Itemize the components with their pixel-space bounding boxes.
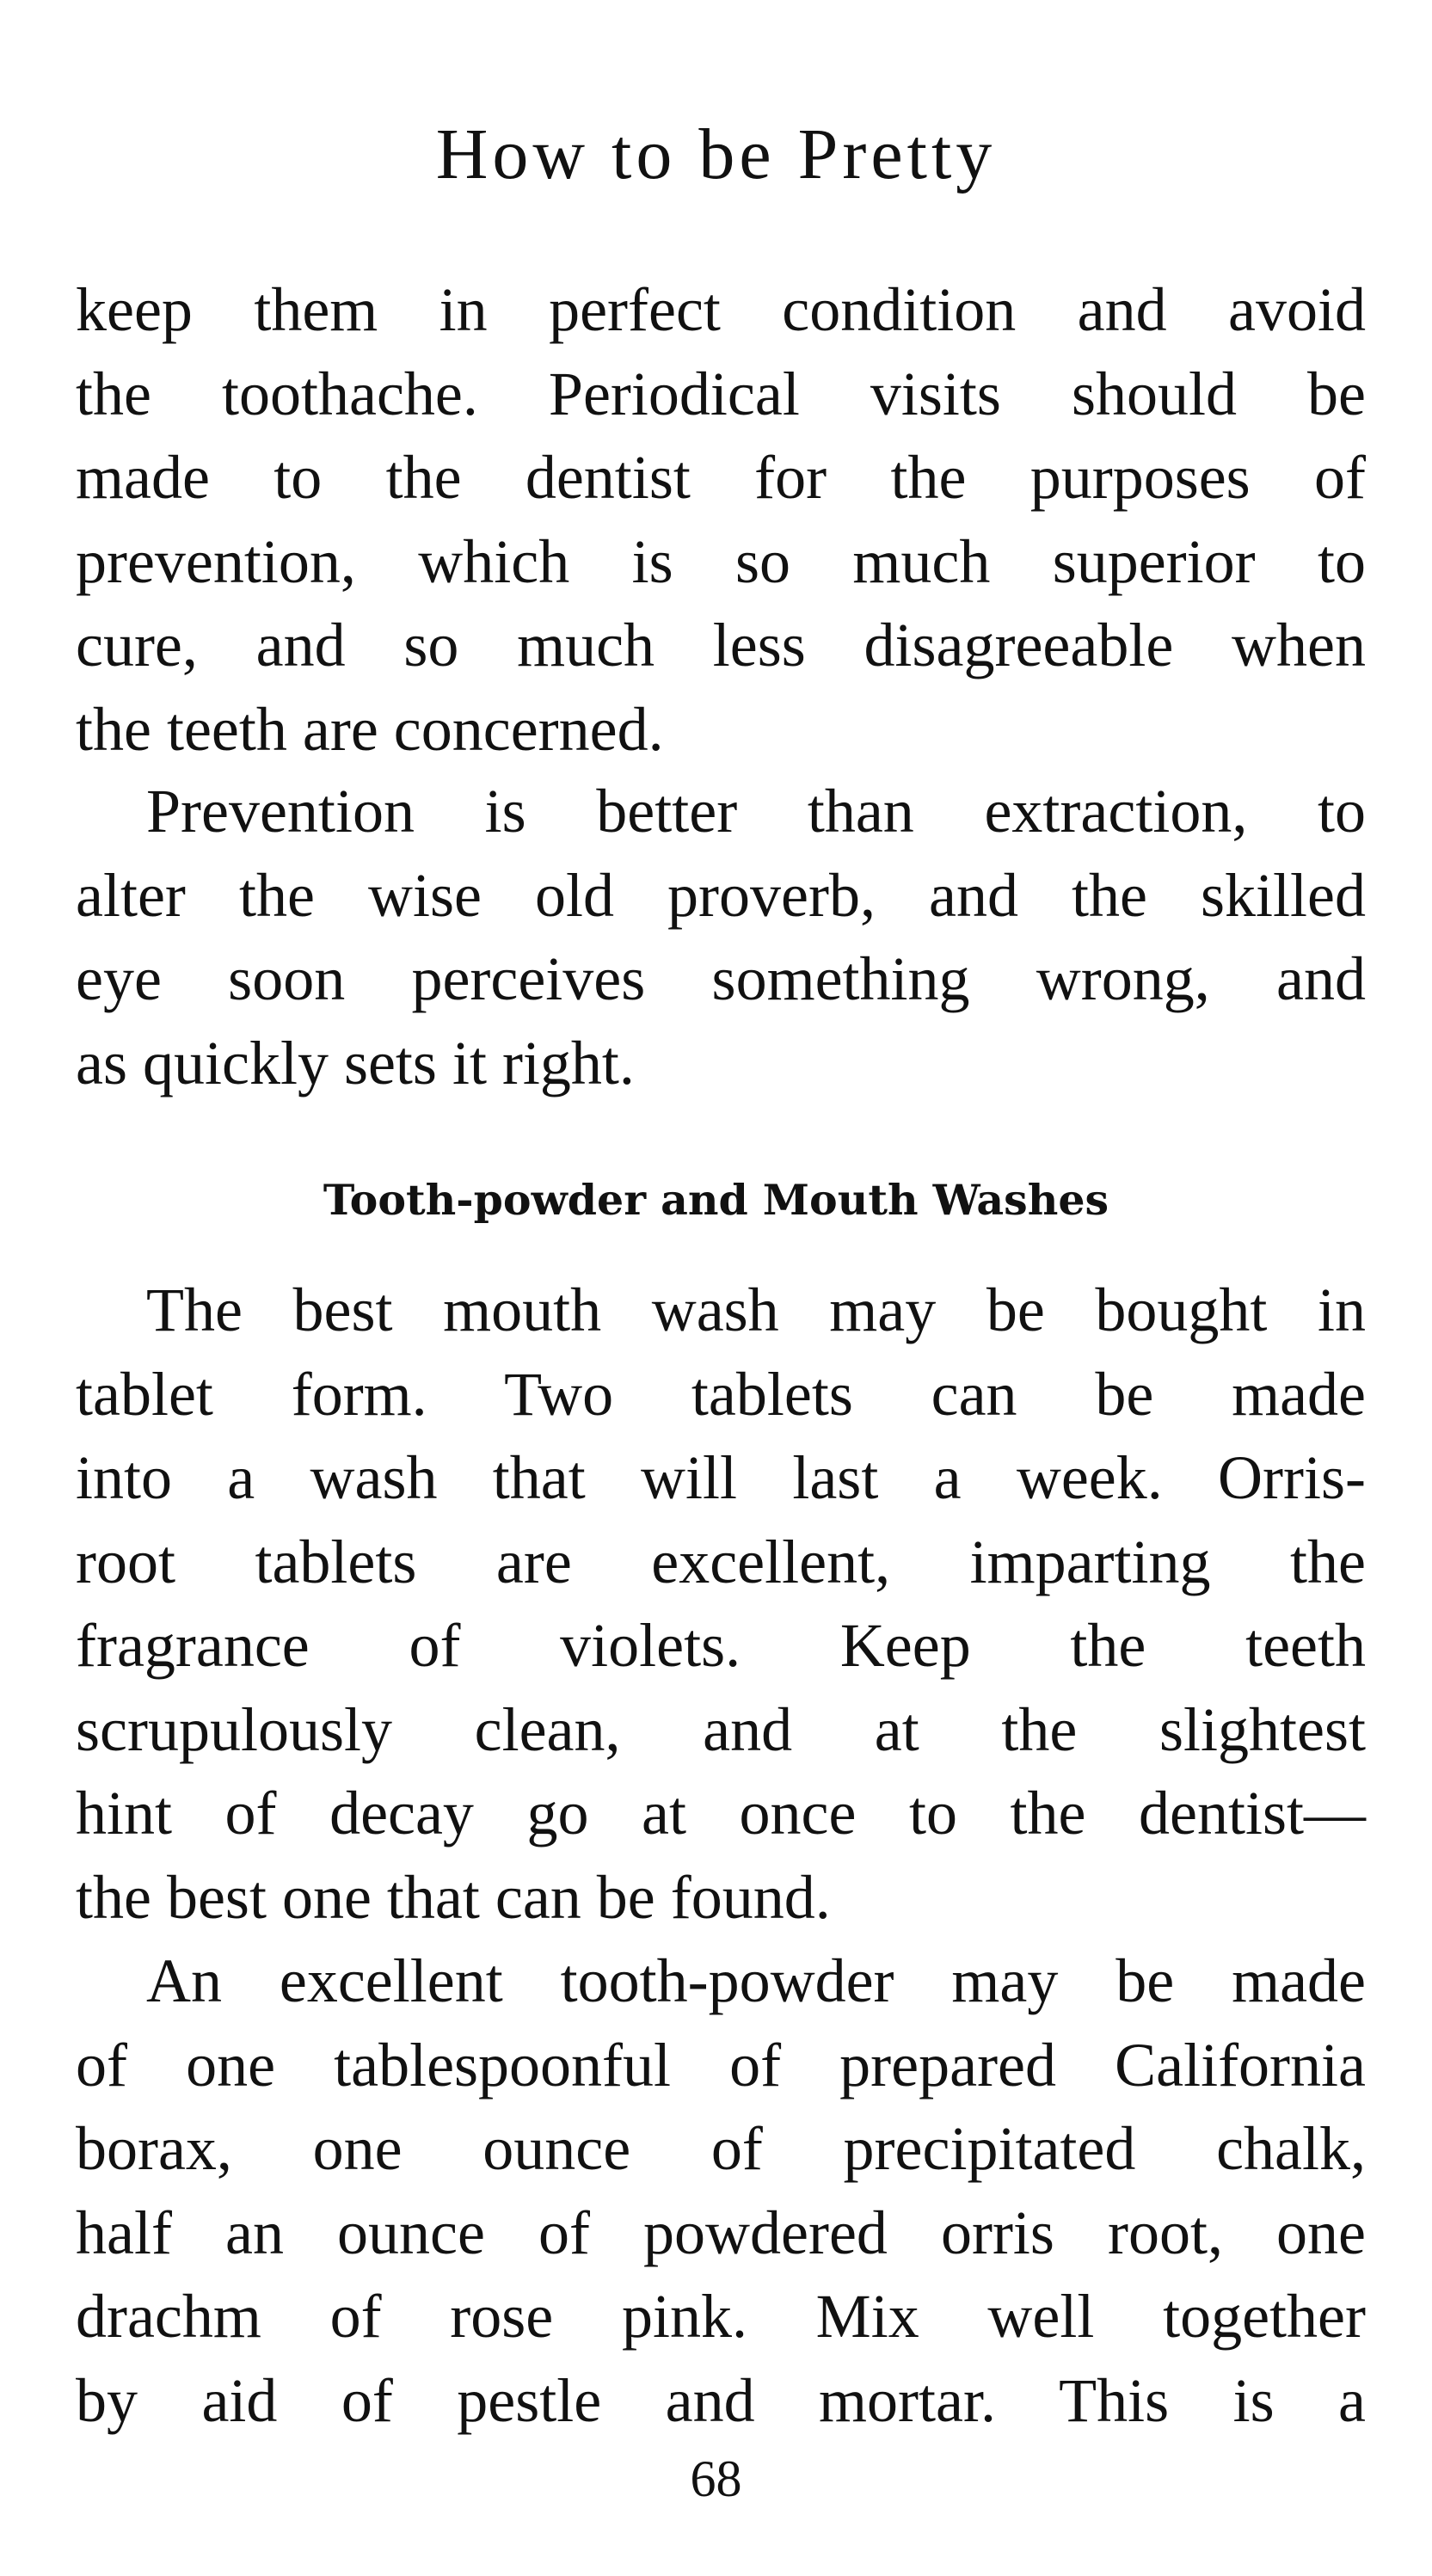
text-line: fragrance of violets. Keep the teeth <box>76 1611 1366 1680</box>
running-head: How to be Pretty <box>435 114 997 194</box>
text-line: by aid of pestle and mortar. This is a <box>76 2365 1366 2435</box>
text-line: of one tablespoonful of prepared California <box>76 2030 1366 2100</box>
text-line: keep them in perfect condition and avoid <box>76 275 1366 344</box>
text-line: alter the wise old proverb, and the skilled <box>76 860 1366 930</box>
section-heading: Tooth-powder and Mouth Washes <box>323 1175 1109 1225</box>
text-line: borax, one ounce of precipitated chalk, <box>76 2114 1366 2183</box>
paragraph-tooth-powder <box>76 1940 1366 2443</box>
text-line: made to the dentist for the purposes of <box>76 443 1366 512</box>
text-line: scrupulously clean, and at the slightest <box>76 1694 1366 1764</box>
text-line: tablet form. Two tablets can be made <box>76 1359 1366 1429</box>
text-line: An excellent tooth-powder may be made <box>146 1946 1366 2015</box>
text-line: half an ounce of powdered orris root, one <box>76 2198 1366 2267</box>
page-number: 68 <box>690 2450 742 2507</box>
text-line: drachm of rose pink. Mix well together <box>76 2282 1366 2351</box>
text-line: as quickly sets it right. <box>76 1028 635 1097</box>
text-line: prevention, which is so much superior to <box>76 526 1366 596</box>
text-line: hint of decay go at once to the dentist— <box>76 1779 1366 1847</box>
text-line: Prevention is better than extraction, to <box>146 777 1366 845</box>
paragraph-prevention <box>76 770 1366 1105</box>
text-line: into a wash that will last a week. Orris- <box>76 1443 1366 1512</box>
text-line: eye soon perceives something wrong, and <box>76 944 1366 1013</box>
text-line: The best mouth wash may be bought in <box>146 1276 1366 1344</box>
text-line: the teeth are concerned. <box>76 694 664 764</box>
paragraph-teeth-care <box>76 268 1366 772</box>
paragraph-mouth-wash <box>76 1269 1366 1940</box>
text-line: the toothache. Periodical visits should be <box>76 359 1366 428</box>
text-line: root tablets are excellent, imparting the <box>76 1527 1366 1596</box>
text-line: cure, and so much less disagreeable when <box>76 611 1366 679</box>
text-line: the best one that can be found. <box>76 1862 831 1932</box>
